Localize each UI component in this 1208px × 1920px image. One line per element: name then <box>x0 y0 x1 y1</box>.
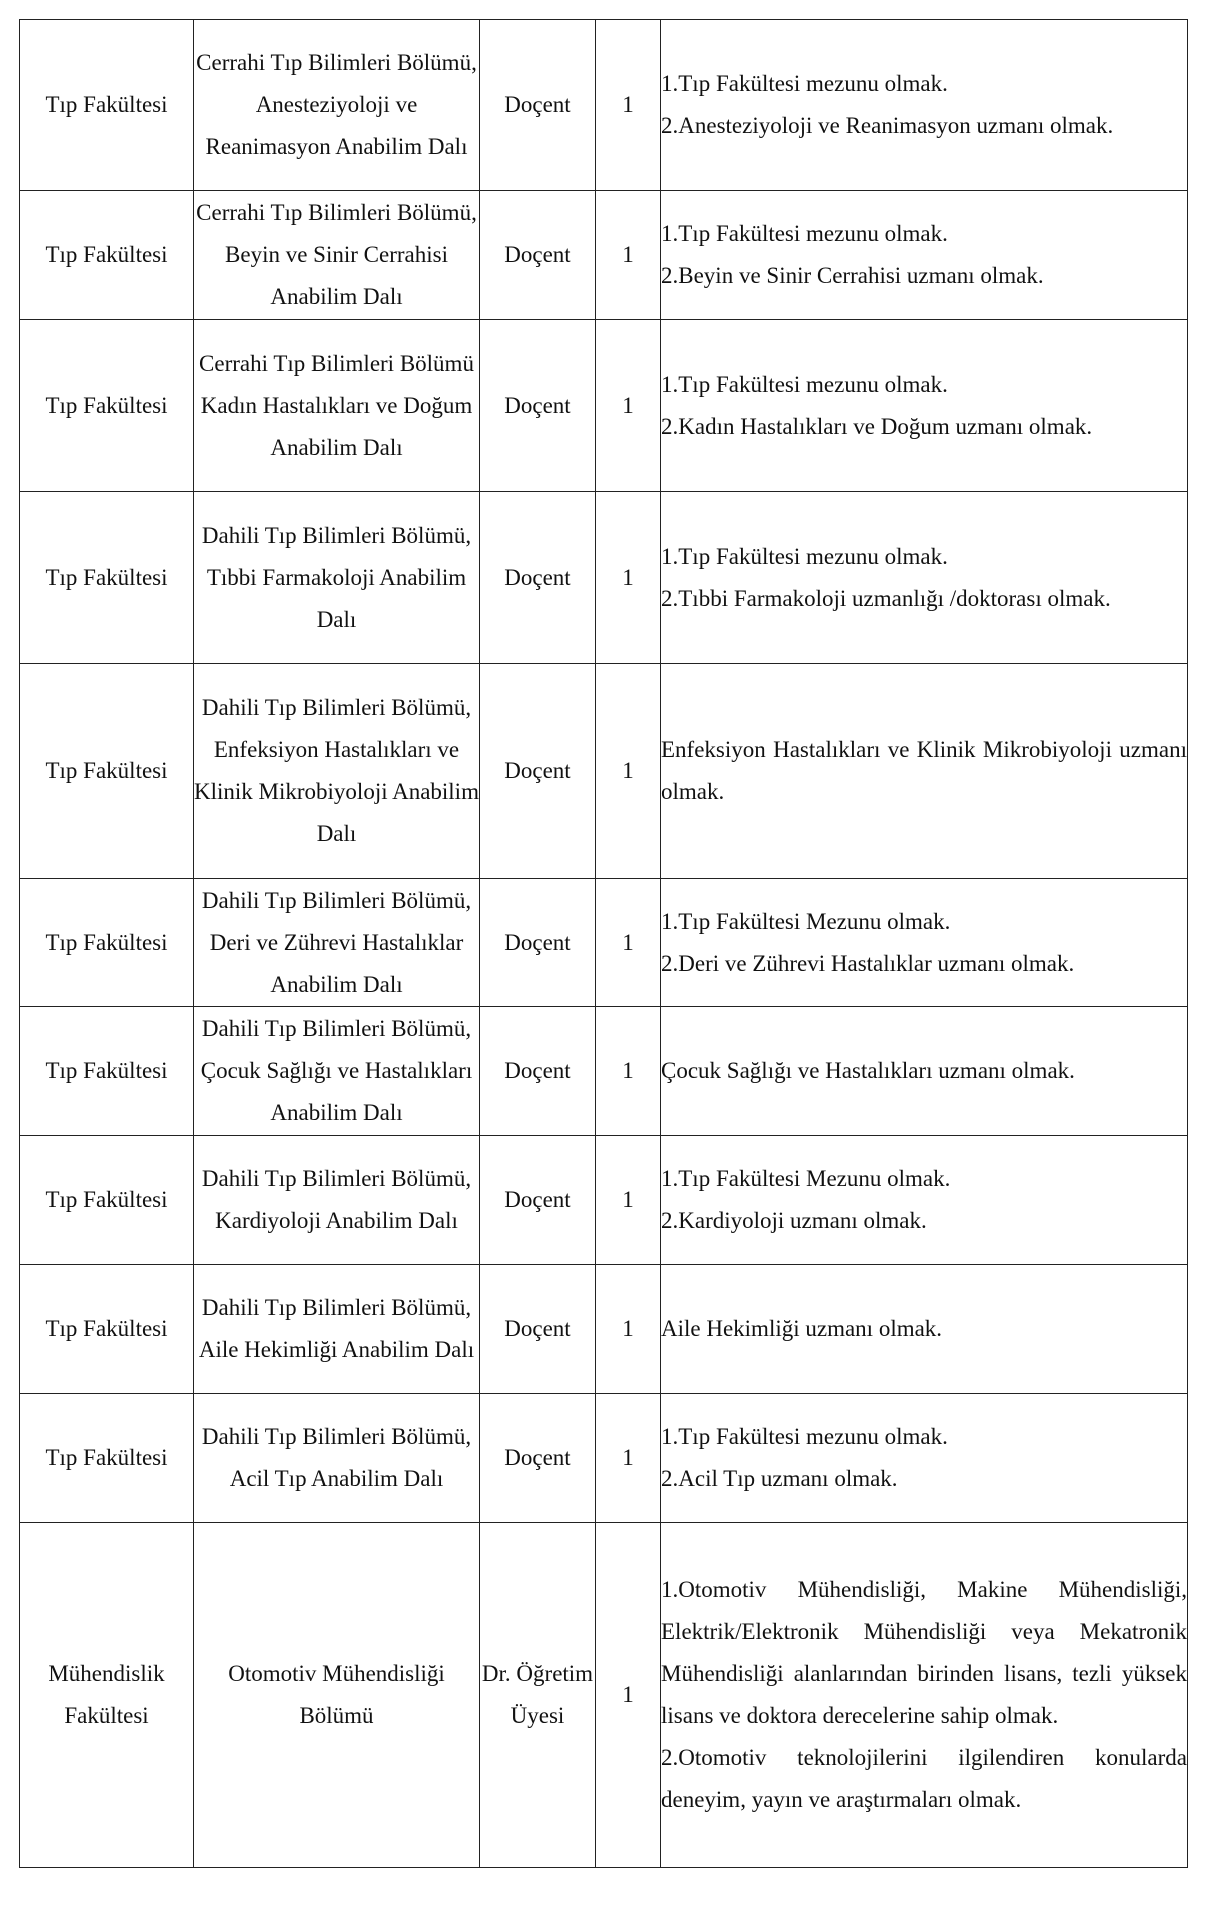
requirements-cell <box>661 879 1188 1007</box>
count-cell: 1 <box>596 664 661 879</box>
title-cell: Doçent <box>480 879 596 1007</box>
faculty-cell: Tıp Fakültesi <box>20 1265 194 1394</box>
requirement-line: 2.Deri ve Zührevi Hastalıklar uzmanı olmak. <box>661 950 1075 976</box>
requirements-cell <box>661 1265 1188 1394</box>
requirement-line: 2.Kadın Hastalıkları ve Doğum uzmanı olmak. <box>661 413 1093 439</box>
department-cell: Cerrahi Tıp Bilimleri Bölümü, Anesteziyoloji ve Reanimasyon Anabilim Dalı <box>194 20 480 191</box>
requirement-line: 1.Tıp Fakültesi mezunu olmak. <box>661 371 948 397</box>
requirement-line: 2.Acil Tıp uzmanı olmak. <box>661 1466 898 1491</box>
count-cell: 1 <box>596 879 661 1007</box>
requirements-cell <box>661 1136 1188 1265</box>
requirements-cell <box>661 492 1188 664</box>
title-cell: Doçent <box>480 1136 596 1265</box>
requirements-cell <box>661 20 1188 191</box>
requirement-line: 2.Kardiyoloji uzmanı olmak. <box>661 1208 927 1233</box>
faculty-cell: Tıp Fakültesi <box>20 664 194 879</box>
requirement-line: 1.Tıp Fakültesi mezunu olmak. <box>661 221 948 246</box>
requirement-line: 2.Anesteziyoloji ve Reanimasyon uzmanı olmak. <box>661 113 1114 138</box>
count-cell: 1 <box>596 191 661 320</box>
requirement-line: 1.Tıp Fakültesi mezunu olmak. <box>661 1424 948 1449</box>
requirement-line: 1.Tıp Fakültesi Mezunu olmak. <box>661 908 951 934</box>
faculty-cell: Tıp Fakültesi <box>20 20 194 191</box>
department-cell: Otomotiv Mühendisliği Bölümü <box>194 1523 480 1868</box>
department-cell: Cerrahi Tıp Bilimleri Bölümü, Beyin ve Sinir Cerrahisi Anabilim Dalı <box>194 191 480 320</box>
positions-table-body <box>20 20 1188 1868</box>
department-cell: Dahili Tıp Bilimleri Bölümü, Enfeksiyon Hastalıkları ve Klinik Mikrobiyoloji Anabilim Dalı <box>194 664 480 879</box>
requirements-cell <box>661 191 1188 320</box>
requirement-line: Aile Hekimliği uzmanı olmak. <box>661 1316 943 1341</box>
title-cell: Doçent <box>480 1265 596 1394</box>
title-cell: Doçent <box>480 20 596 191</box>
count-cell: 1 <box>596 1136 661 1265</box>
requirement-line: 1.Tıp Fakültesi mezunu olmak. <box>661 71 948 96</box>
title-cell: Doçent <box>480 191 596 320</box>
faculty-cell: Tıp Fakültesi <box>20 879 194 1007</box>
requirement-line: Enfeksiyon Hastalıkları ve Klinik Mikrobiyoloji uzmanı olmak. <box>661 737 1187 804</box>
faculty-cell: Mühendislik Fakültesi <box>20 1523 194 1868</box>
requirements-cell <box>661 1007 1188 1136</box>
title-cell: Dr. Öğretim Üyesi <box>480 1523 596 1868</box>
faculty-cell: Tıp Fakültesi <box>20 191 194 320</box>
requirement-line: 2.Tıbbi Farmakoloji uzmanlığı /doktorası olmak. <box>661 585 1111 611</box>
table-row <box>20 1265 1188 1394</box>
table-row <box>20 1523 1188 1868</box>
requirement-line: 2.Otomotiv teknolojilerini ilgilendiren konularda deneyim, yayın ve araştırmaları olmak. <box>661 1745 1187 1812</box>
title-cell: Doçent <box>480 492 596 664</box>
count-cell: 1 <box>596 1265 661 1394</box>
requirements-cell <box>661 320 1188 492</box>
count-cell: 1 <box>596 1523 661 1868</box>
table-row <box>20 879 1188 1007</box>
faculty-cell: Tıp Fakültesi <box>20 492 194 664</box>
table-row <box>20 1007 1188 1136</box>
table-row <box>20 1136 1188 1265</box>
department-cell: Dahili Tıp Bilimleri Bölümü, Çocuk Sağlığı ve Hastalıkları Anabilim Dalı <box>194 1007 480 1136</box>
requirement-line: Çocuk Sağlığı ve Hastalıkları uzmanı olmak. <box>661 1058 1075 1083</box>
count-cell: 1 <box>596 1394 661 1523</box>
department-cell: Dahili Tıp Bilimleri Bölümü, Tıbbi Farmakoloji Anabilim Dalı <box>194 492 480 664</box>
title-cell: Doçent <box>480 1007 596 1136</box>
faculty-cell: Tıp Fakültesi <box>20 1007 194 1136</box>
table-row <box>20 20 1188 191</box>
faculty-cell: Tıp Fakültesi <box>20 1394 194 1523</box>
count-cell: 1 <box>596 320 661 492</box>
requirement-line: 1.Tıp Fakültesi mezunu olmak. <box>661 543 948 569</box>
requirements-cell <box>661 1394 1188 1523</box>
table-row <box>20 1394 1188 1523</box>
title-cell: Doçent <box>480 664 596 879</box>
requirement-line: 1.Otomotiv Mühendisliği, Makine Mühendisliği, Elektrik/Elektronik Mühendisliği veya Mekatronik Mühendisliği alanlarından birinden lisans, tezli yüksek lisans ve doktora derecelerine sahip olmak. <box>661 1577 1187 1728</box>
positions-table <box>19 19 1188 1868</box>
requirements-cell <box>661 1523 1188 1868</box>
department-cell: Dahili Tıp Bilimleri Bölümü, Aile Hekimliği Anabilim Dalı <box>194 1265 480 1394</box>
department-cell: Dahili Tıp Bilimleri Bölümü, Deri ve Zührevi Hastalıklar Anabilim Dalı <box>194 879 480 1007</box>
requirement-line: 2.Beyin ve Sinir Cerrahisi uzmanı olmak. <box>661 263 1044 288</box>
table-row <box>20 664 1188 879</box>
count-cell: 1 <box>596 20 661 191</box>
title-cell: Doçent <box>480 1394 596 1523</box>
department-cell: Dahili Tıp Bilimleri Bölümü, Kardiyoloji Anabilim Dalı <box>194 1136 480 1265</box>
requirement-line: 1.Tıp Fakültesi Mezunu olmak. <box>661 1166 951 1191</box>
table-row <box>20 492 1188 664</box>
faculty-cell: Tıp Fakültesi <box>20 320 194 492</box>
count-cell: 1 <box>596 492 661 664</box>
table-row <box>20 320 1188 492</box>
table-row <box>20 191 1188 320</box>
count-cell: 1 <box>596 1007 661 1136</box>
department-cell: Dahili Tıp Bilimleri Bölümü, Acil Tıp Anabilim Dalı <box>194 1394 480 1523</box>
requirements-cell <box>661 664 1188 879</box>
title-cell: Doçent <box>480 320 596 492</box>
faculty-cell: Tıp Fakültesi <box>20 1136 194 1265</box>
department-cell: Cerrahi Tıp Bilimleri Bölümü Kadın Hastalıkları ve Doğum Anabilim Dalı <box>194 320 480 492</box>
